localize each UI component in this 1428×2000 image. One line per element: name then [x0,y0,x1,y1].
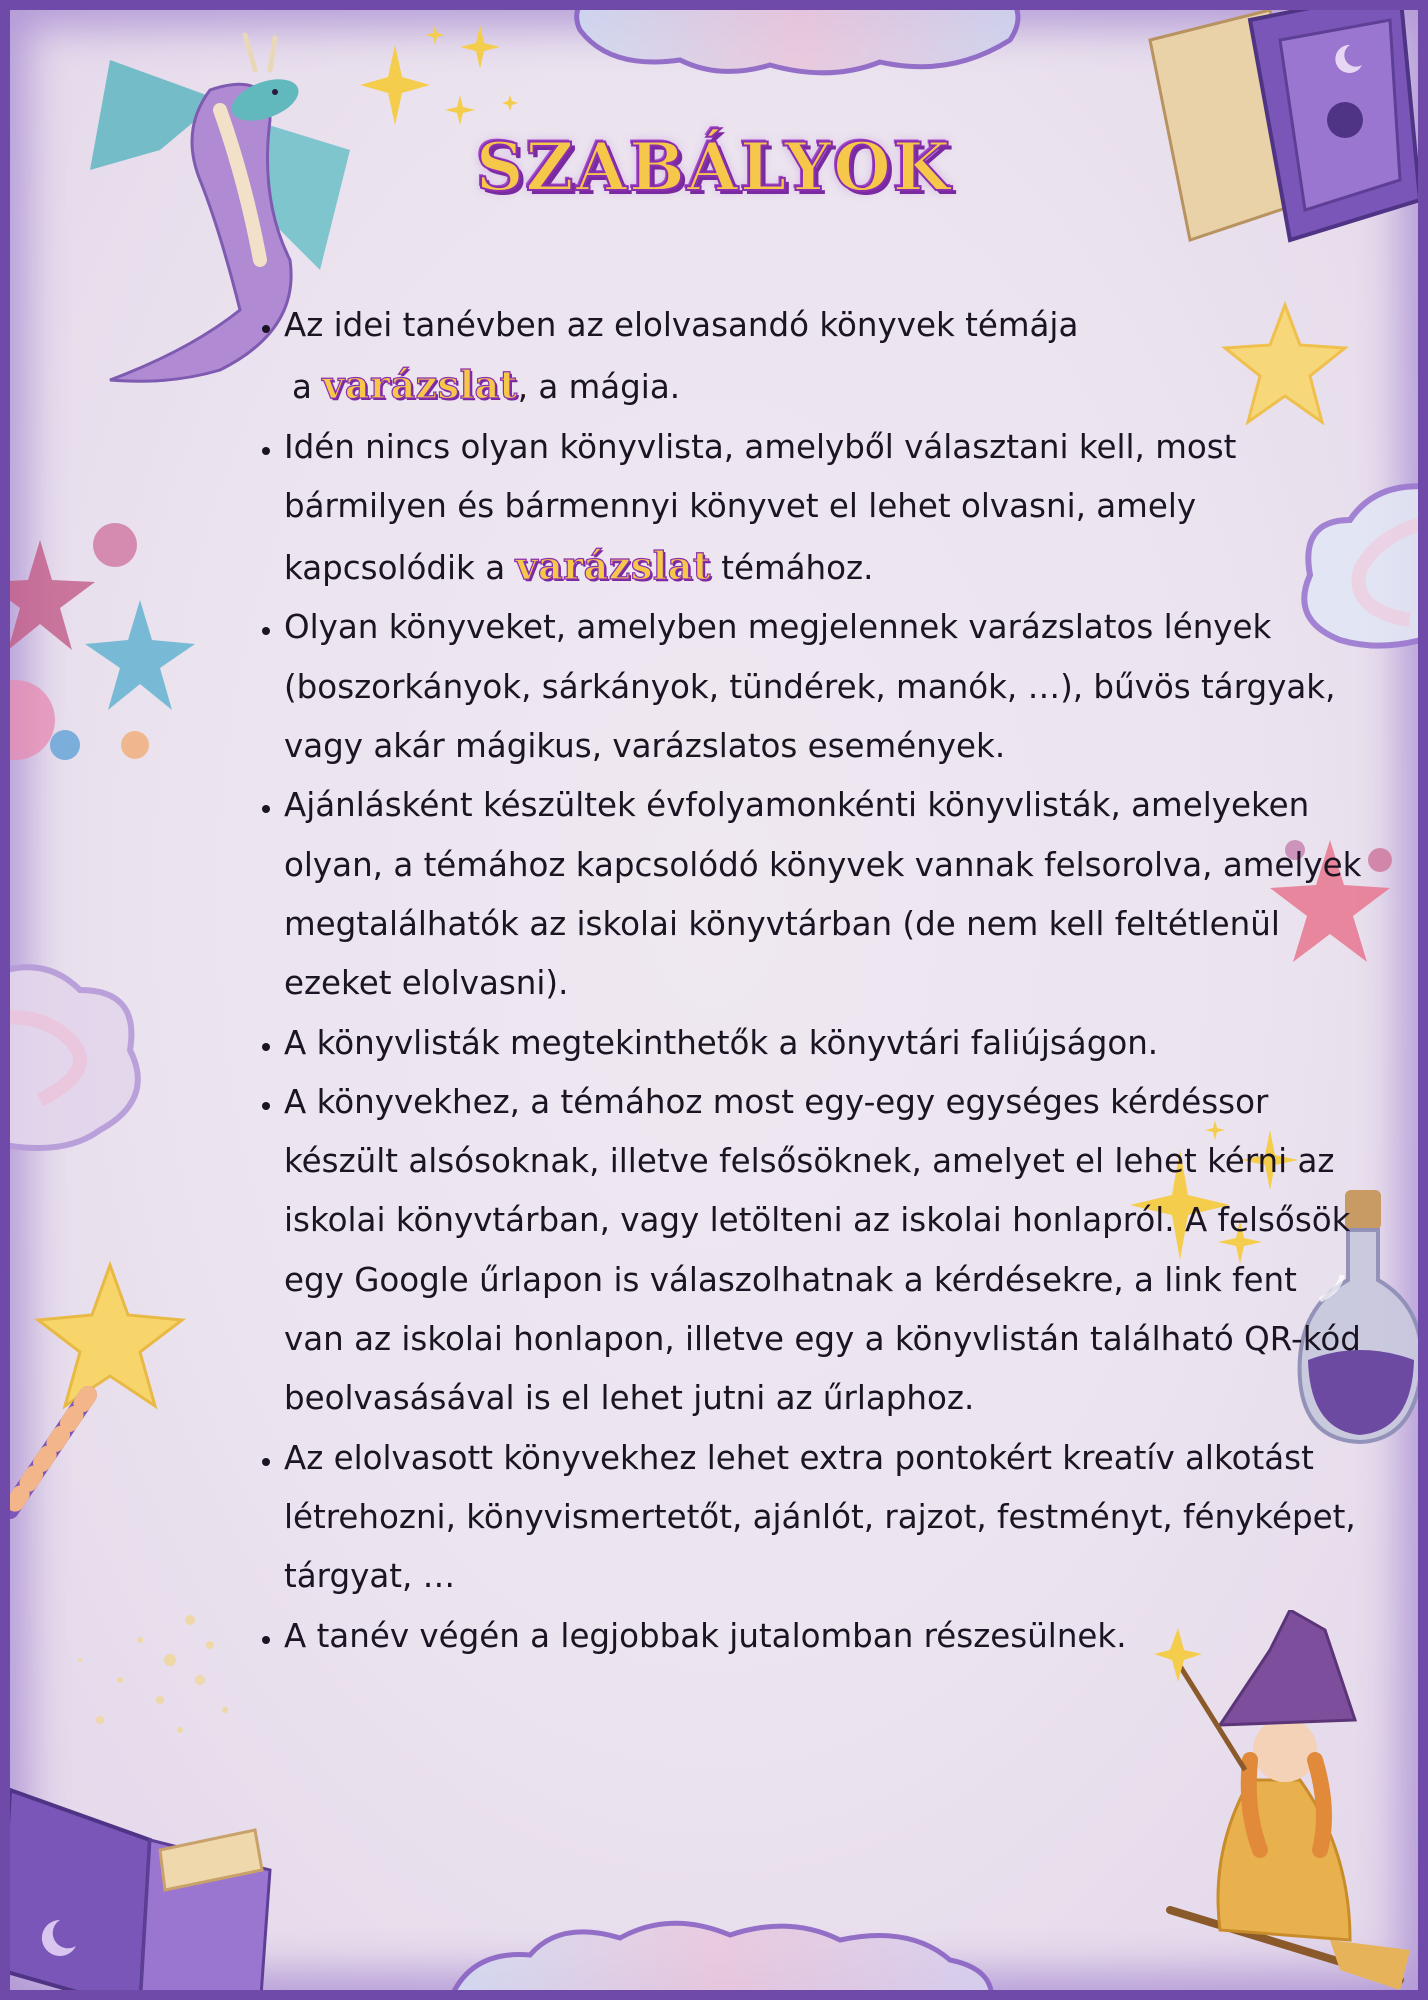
witch-on-broom-illustration [1150,1610,1418,1990]
rule-text: témához. [710,549,874,588]
rule-text: Az idei tanévben az elolvasandó könyvek témája [284,306,1079,344]
list-item: • Ajánlásként készültek évfolyamonkénti könyvlisták, amelyeken olyan, a témához kapcsolódó könyvek vannak felsorolva, amelyek megtalálhatók az iskolai könyvtárban (de nem kell feltétlenül ezeket elolvasni). [284,776,1364,1013]
list-item: • Az elolvasott könyvekhez lehet extra pontokért kreatív alkotást létrehozni, könyvismertetőt, ajánlót, rajzot, festményt, fényképet, tárgyat, … [284,1429,1364,1607]
page-title: SZABÁLYOK [475,128,953,206]
highlight-word: varázslat [515,543,711,589]
left-cloud-illustration [10,960,160,1160]
list-item: • A könyvekhez, a témához most egy-egy egységes kérdéssor készült alsósoknak, illetve felsősöknek, amelyet el lehet kérni az iskolai könyvtárban, vagy letölteni az iskolai honlapról. A felsősök egy Google űrlapon is válaszolhatnak a kérdésekre, a link fent van az iskolai honlapon, illetve egy a könyvlistán található QR-kód beolvasásával is el lehet jutni az űrlaphoz. [284,1073,1364,1429]
top-cloud-illustration [570,10,1030,80]
list-item [284,418,1364,599]
bottom-spellbook-illustration [10,1750,290,1990]
rule-text: Idén nincs olyan könyvlista, amelyből választani kell, most bármilyen és bármennyi könyvet el lehet olvasni, amely kapcsolódik a [284,427,1237,588]
rule-text: a [292,368,323,407]
bottom-cloud-illustration [440,1910,1000,1990]
highlight-word: varázslat [322,362,518,408]
list-item: • Olyan könyveket, amelyben megjelennek varázslatos lények (boszorkányok, sárkányok, tündérek, manók, …), bűvös tárgyak, vagy akár mágikus, varázslatos események. [284,598,1364,776]
rule-text: , a mágia. [517,368,681,407]
gold-dust-illustration [40,1600,240,1760]
star-wand-illustration [10,1260,210,1520]
left-stars-illustration [10,520,200,770]
list-item: • A könyvlisták megtekinthetők a könyvtári faliújságon. [284,1014,1364,1073]
poster-page [10,10,1418,1990]
list-item: • A tanév végén a legjobbak jutalomban részesülnek. [284,1607,1364,1666]
list-item [284,296,1364,418]
rules-list [224,296,1364,1666]
